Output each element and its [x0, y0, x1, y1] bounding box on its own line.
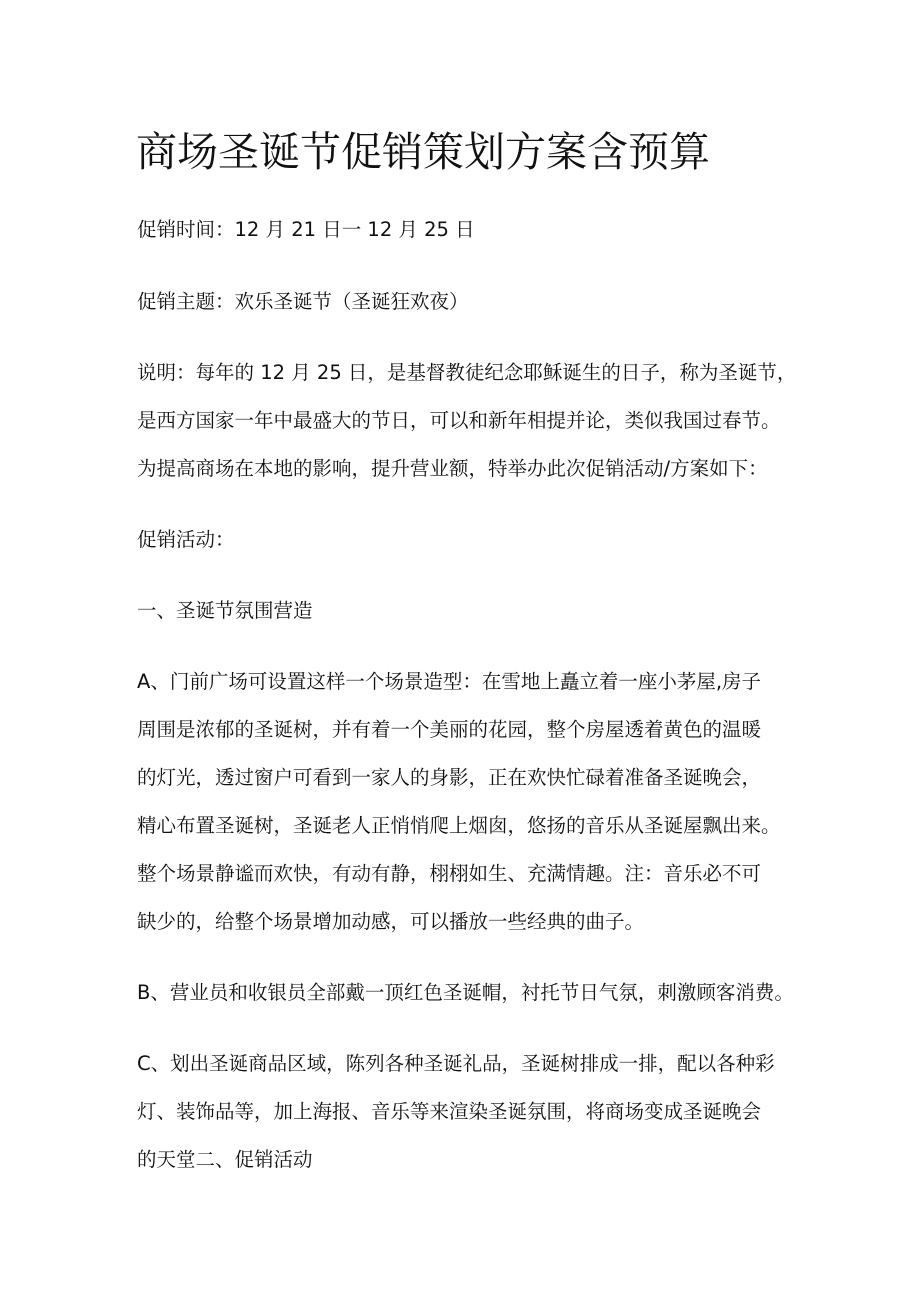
description-line: 是西方国家一年中最盛大的节日，可以和新年相提并论，类似我国过春节。: [137, 409, 781, 432]
promo-time: 促销时间：12 月 21 日一 12 月 25 日: [137, 218, 475, 241]
promo-theme: 促销主题：欢乐圣诞节（圣诞狂欢夜）: [137, 290, 469, 313]
item-a-line: A、门前广场可设置这样一个场景造型：在雪地上矗立着一座小茅屋,房子: [137, 670, 762, 693]
item-a-line: 的灯光，透过窗户可看到一家人的身影，正在欢快忙碌着准备圣诞晚会，: [137, 766, 762, 789]
item-c-line: 灯、装饰品等，加上海报、音乐等来渲染圣诞氛围，将商场变成圣诞晚会: [137, 1100, 762, 1123]
document-title: 商场圣诞节促销策划方案含预算: [136, 128, 710, 176]
description-line: 说明：每年的 12 月 25 日，是基督教徒纪念耶稣诞生的日子，称为圣诞节，: [137, 361, 797, 384]
item-b-line: B、营业员和收银员全部戴一顶红色圣诞帽，衬托节日气氛，刺激顾客消费。: [137, 981, 794, 1004]
section-one-heading: 一、圣诞节氛围营造: [137, 599, 313, 622]
item-c-line: C、划出圣诞商品区域，陈列各种圣诞礼品，圣诞树排成一排，配以各种彩: [137, 1052, 775, 1075]
item-a-line: 整个场景静谧而欢快，有动有静，栩栩如生、充满情趣。注：音乐必不可: [137, 862, 762, 885]
item-a-line: 周围是浓郁的圣诞树，并有着一个美丽的花园，整个房屋透着黄色的温暖: [137, 718, 762, 741]
description-line: 为提高商场在本地的影响，提升营业额，特举办此次促销活动/方案如下：: [137, 457, 768, 480]
item-a-line: 缺少的，给整个场景增加动感，可以播放一些经典的曲子。: [137, 910, 645, 933]
activities-heading: 促销活动：: [137, 528, 235, 551]
item-a-line: 精心布置圣诞树，圣诞老人正悄悄爬上烟囱，悠扬的音乐从圣诞屋飘出来。: [137, 814, 781, 837]
item-c-line: 的天堂二、促销活动: [137, 1148, 313, 1171]
